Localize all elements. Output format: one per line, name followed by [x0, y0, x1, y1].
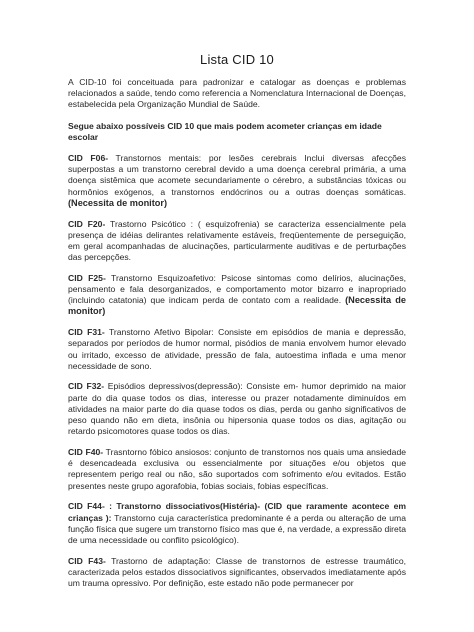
cid-description: Trastorno Psicótico : ( esquizofrenia) se caracteriza essencialmente pela presença de idéias delirantes relativamente estáveis, freqüentemente de perseguição, em geral acompanhadas de alucinações, particularmente auditivas e de perturbações das percepções. [68, 218, 406, 263]
cid-description: Transtornos mentais: por lesões cerebrais Inclui diversas afecções superpostas a um transtorno cerebral devido a uma doença cerebral primária, a uma doença sistêmica que acomete secundariamente o cérebro, a substâncias tóxicas ou hormônios exógenos, a transtornos endócrinos ou a outras doenças somáticas. [68, 153, 406, 197]
cid-code: CID F44- : Transtorno dissociativos(Histéria)- (CID que raramente acontece em crianças ): [68, 501, 406, 523]
cid-entry-f25 [68, 273, 406, 318]
cid-note: (Necessita de monitor) [68, 197, 168, 208]
cid-entry-f43 [68, 556, 406, 590]
cid-entry-f40 [68, 447, 406, 492]
cid-description: Episódios depressivos(depressão): Consiste em- humor deprimido na maior parte do dia quase todos os dias, interesse ou prazer notadamente diminuídos em atividades na maior parte do dia quase todos os dias, perda ou ganho significativos de peso quando não em dieta, insônia ou hipersonia quase todos os dias, agitação ou retardo psicomotores quase todos os dias. [68, 381, 407, 437]
section-subheading: Segue abaixo possíveis CID 10 que mais podem acometer crianças em idade escolar [68, 120, 382, 142]
cid-code: CID F25- [68, 272, 106, 283]
cid-code: CID F40- [68, 446, 104, 457]
cid-description: Trasntorno fóbico ansiosos: conjunto de transtornos nos quais uma ansiedade é desencadeada exclusiva ou essencialmente por situações e/ou objetos que representem perigo real ou não, são suportados com sofrimento e/ou evitados. Estão presentes neste grupo agorafobia, fobias sociais, fobias específicas. [68, 446, 407, 491]
cid-code: CID F32- [68, 381, 105, 392]
cid-code: CID F43- [68, 555, 106, 566]
cid-entry-f20 [68, 219, 406, 264]
cid-note: (Necessita de monitor) [68, 295, 406, 317]
cid-code: CID F20- [68, 218, 106, 229]
cid-description: Transtorno Esquizoafetivo: Psicose sintomas como delírios, alucinações, pensamento e fala desorganizados, e comportamento motor bizarro e inapropriado (incluindo catatonia) que indicam perda de contato com a realidade. [68, 272, 406, 306]
cid-code: CID F06- [68, 153, 109, 164]
cid-code: CID F31- [68, 327, 105, 338]
intro-paragraph: A CID-10 foi conceituada para padronizar e catalogar as doenças e problemas relacionados a saúde, tendo como referencia a Nomenclatura Internacional de Doenças, estabelecida pela Organização Mundial de Saúde. [68, 77, 406, 110]
cid-description: Trastorno de adaptação: Classe de transtornos de estresse traumático, caracterizada pelos estados dissociativos significantes, observados imediatamente após um trauma opressivo. Por definição, este estado não pode permanecer por [68, 555, 406, 589]
cid-entry-f31 [68, 327, 406, 372]
cid-entry-f32 [68, 381, 406, 437]
cid-description: Transtorno Afetivo Bipolar: Consiste em episódios de mania e depressão, separados por períodos de humor normal, pisódios de mania envolvem humor elevado ou irritado, excesso de atividade, pressão de fala, autoestima inflada e uma menor necessidade de sono. [68, 327, 406, 371]
document-title: Lista CID 10 [200, 52, 274, 67]
cid-description: Transtorno cuja característica predominante é a perda ou alteração de uma função física que sugere um transtorno físico mas que é, na verdade, a expressão direta de uma necessidade ou conflito psicológico). [68, 512, 406, 545]
cid-entry-f44 [68, 501, 406, 546]
cid-entry-f06 [68, 153, 406, 209]
